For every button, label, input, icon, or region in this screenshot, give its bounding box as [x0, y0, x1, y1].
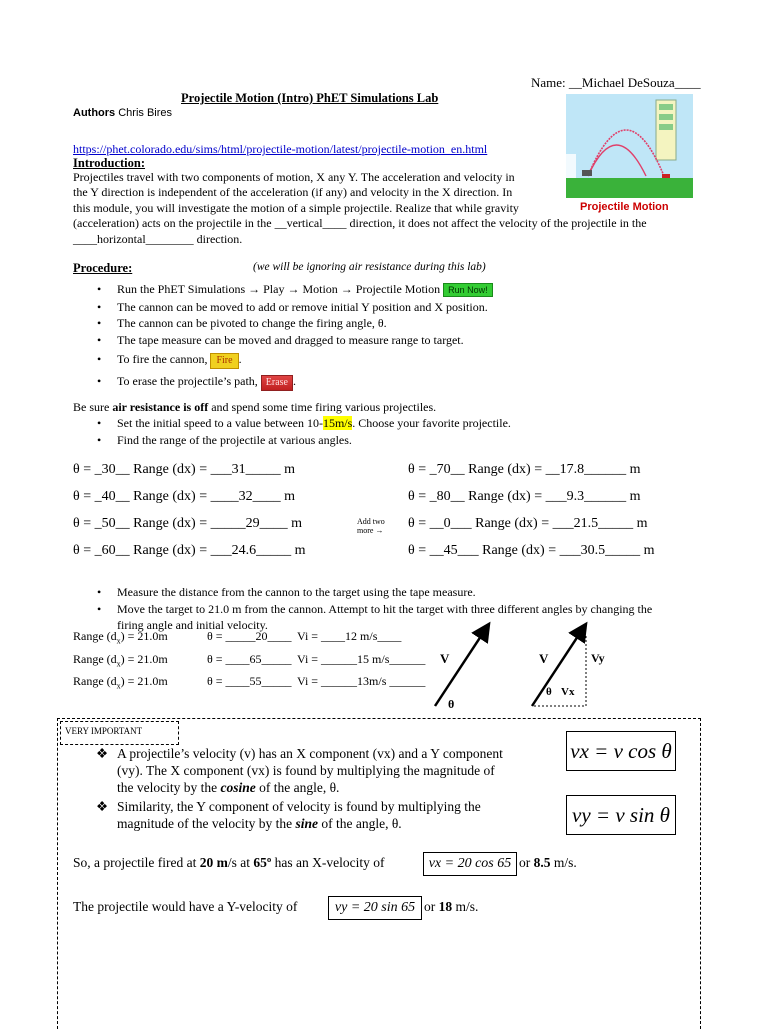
range-row: θ = __45___ Range (dx) = ___30.5_____ m	[408, 543, 655, 558]
component-line	[96, 745, 503, 762]
procedure-note: (we will be ignoring air resistance during this lab)	[253, 261, 486, 273]
target-vi: Vi = ______15 m/s______	[297, 652, 426, 666]
diamond-bullet-icon: ❖	[96, 746, 109, 761]
range-value: ) = 21.0m	[120, 629, 168, 643]
component-text: (vy). The X component (vx) is found by multiplying the magnitude of	[117, 763, 495, 778]
example-vy-formula: vy = 20 sin 65	[328, 896, 422, 920]
procedure-item-text: The tape measure can be moved and dragged to measure range to target.	[117, 332, 464, 347]
component-bullet-y	[96, 798, 481, 832]
sim-link[interactable]: https://phet.colorado.edu/sims/html/projectile-motion/latest/projectile-motion_en.html	[73, 142, 488, 156]
erase-button[interactable]: Erase	[261, 375, 293, 391]
air-resistance-line	[73, 400, 436, 415]
range-row: θ = __0___ Range (dx) = ___21.5_____ m	[408, 516, 648, 531]
component-text: A projectile’s velocity (v) has an X component (vx) and a Y component	[117, 746, 503, 761]
procedure-list	[73, 281, 493, 391]
range-label: Range (d	[73, 652, 117, 666]
air-list	[73, 415, 511, 448]
sine-emphasis: sine	[295, 816, 318, 831]
air-prefix: Be sure	[73, 400, 113, 414]
component-text: of the angle, θ.	[317, 816, 402, 831]
procedure-item: • To fire the cannon, Fire .	[73, 351, 493, 369]
component-text: of the angle, θ.	[255, 780, 340, 795]
range-row: θ = _40__ Range (dx) = ____32____ m	[73, 489, 295, 504]
diamond-bullet-icon: ❖	[96, 799, 109, 814]
procedure-item: • To erase the projectile’s path, Erase .	[73, 373, 493, 391]
procedure-heading: Procedure:	[73, 261, 133, 275]
range-value: ) = 21.0m	[120, 674, 168, 688]
air-bold: air resistance is off	[112, 400, 209, 414]
target-row	[73, 652, 168, 668]
example-vx-formula: vx = 20 cos 65	[423, 852, 517, 876]
component-line	[96, 815, 481, 832]
target-item-text: Move the target to 21.0 m from the cannon. Attempt to hit the target with three different angles by changing the	[117, 601, 653, 616]
target-row	[73, 629, 168, 645]
example-angle: 65º	[253, 855, 272, 870]
authors-value: Chris Bires	[118, 107, 173, 119]
target-theta: θ = ____55_____	[207, 674, 292, 688]
intro-line: ____horizontal________ direction.	[73, 231, 243, 246]
range-sub: x	[116, 636, 121, 646]
range-row: θ = _50__ Range (dx) = _____29____ m	[73, 516, 302, 531]
range-label: Range (d	[73, 674, 117, 688]
formula-vy-box: vy = v sin θ	[566, 795, 676, 835]
air-item-text: Find the range of the projectile at various angles.	[117, 432, 352, 447]
velocity-components-diagram	[526, 620, 596, 715]
fire-button[interactable]: Fire	[210, 353, 238, 369]
target-item	[73, 584, 652, 601]
procedure-item	[73, 332, 493, 349]
procedure-item	[73, 281, 493, 299]
range-sub: x	[116, 681, 121, 691]
intro-paragraph	[73, 170, 647, 247]
target-item-text: firing angle and initial velocity.	[117, 618, 268, 632]
page-title: Projectile Motion (Intro) PhET Simulations Lab	[181, 91, 439, 105]
component-line	[96, 762, 503, 779]
range-row: θ = _70__ Range (dx) = __17.8______ m	[408, 462, 641, 477]
example-vy-value: 18	[438, 899, 453, 914]
target-theta: θ = ____65_____	[207, 652, 292, 666]
example-text: m/s.	[550, 855, 577, 870]
example-text: or	[519, 855, 534, 870]
v-label: V	[440, 651, 450, 666]
intro-line: Projectiles travel with two components of motion, X any Y. The acceleration and velocity in	[73, 170, 515, 184]
procedure-item	[73, 299, 493, 316]
example-speed: 20 m	[199, 855, 228, 870]
range-row: θ = _30__ Range (dx) = ___31_____ m	[73, 462, 295, 477]
example-x-velocity	[73, 855, 385, 871]
range-row: θ = _80__ Range (dx) = ___9.3______ m	[408, 489, 641, 504]
example-text: m/s.	[452, 899, 479, 914]
example-vx-value: 8.5	[533, 855, 551, 870]
procedure-item	[73, 315, 493, 332]
intro-line: this module, you will investigate the motion of a simple projectile. Realize that while gravity	[73, 200, 519, 215]
component-line	[96, 779, 503, 796]
vy-label: Vy	[591, 651, 605, 665]
component-line	[96, 798, 481, 815]
range-row: θ = _60__ Range (dx) = ___24.6_____ m	[73, 543, 306, 558]
cosine-emphasis: cosine	[220, 780, 256, 795]
component-text: Similarity, the Y component of velocity is found by multiplying the	[117, 799, 481, 814]
intro-line: the Y direction is independent of the acceleration (if any) and velocity in the X direction. In	[73, 185, 513, 200]
range-sub: x	[116, 659, 121, 669]
target-theta: θ = _____20____	[207, 629, 292, 643]
target-vi: Vi = ______13m/s ______	[297, 674, 426, 688]
theta-label: θ	[448, 697, 455, 711]
procedure-item-text: The cannon can be pivoted to change the firing angle, θ.	[117, 316, 387, 330]
procedure-item-text: The cannon can be moved to add or remove initial Y position and X position.	[117, 299, 488, 314]
component-bullet-x	[96, 745, 503, 796]
range-value: ) = 21.0m	[120, 652, 168, 666]
target-vi: Vi = ____12 m/s____	[297, 629, 402, 643]
target-item-text: Measure the distance from the cannon to the target using the tape measure.	[117, 585, 476, 599]
authors	[73, 107, 172, 119]
component-text: the velocity by the	[117, 780, 221, 795]
intro-heading: Introduction:	[73, 156, 146, 170]
formula-vx-box: vx = v cos θ	[566, 731, 676, 771]
authors-label: Authors	[73, 107, 116, 119]
speed-highlight: 15m/s	[322, 416, 353, 430]
procedure-item-text: To fire the cannon,	[117, 352, 208, 366]
very-important-label: VERY IMPORTANT	[65, 726, 143, 736]
example-text: or	[424, 899, 439, 914]
velocity-vector-diagram	[425, 620, 495, 715]
name-line: Name: __Michael DeSouza____	[531, 75, 701, 90]
example-text: has an X-velocity of	[271, 855, 385, 870]
intro-line: (acceleration) acts on the projectile in the __vertical____ direction, it does not affect the velocity of the projectile in the	[73, 216, 647, 231]
example-y-velocity: The projectile would have a Y-velocity of	[73, 899, 298, 914]
component-text: magnitude of the velocity by the	[117, 816, 296, 831]
sim-caption: Projectile Motion	[580, 201, 669, 213]
theta-label-2: θ	[546, 686, 552, 698]
air-suffix: and spend some time firing various projectiles.	[208, 400, 437, 414]
air-item-text: Set the initial speed to a value between 10-	[117, 416, 323, 430]
air-item-text: . Choose your favorite projectile.	[352, 416, 511, 430]
procedure-item-text: Run the PhET Simulations → Play → Motion → Projectile Motion	[117, 282, 441, 296]
example-text: So, a projectile fired at	[73, 855, 200, 870]
target-row	[73, 674, 168, 690]
example-y-result	[424, 899, 478, 915]
vx-label: Vx	[561, 686, 575, 698]
add-two-note: Add two more →	[357, 517, 385, 535]
air-item	[73, 432, 511, 449]
air-item	[73, 415, 511, 432]
v-label-2: V	[539, 651, 549, 666]
range-label: Range (d	[73, 629, 117, 643]
example-text: /s at	[227, 855, 254, 870]
example-x-result	[519, 855, 577, 871]
run-now-button[interactable]: Run Now!	[443, 283, 493, 297]
procedure-item-text: To erase the projectile’s path,	[117, 374, 258, 388]
